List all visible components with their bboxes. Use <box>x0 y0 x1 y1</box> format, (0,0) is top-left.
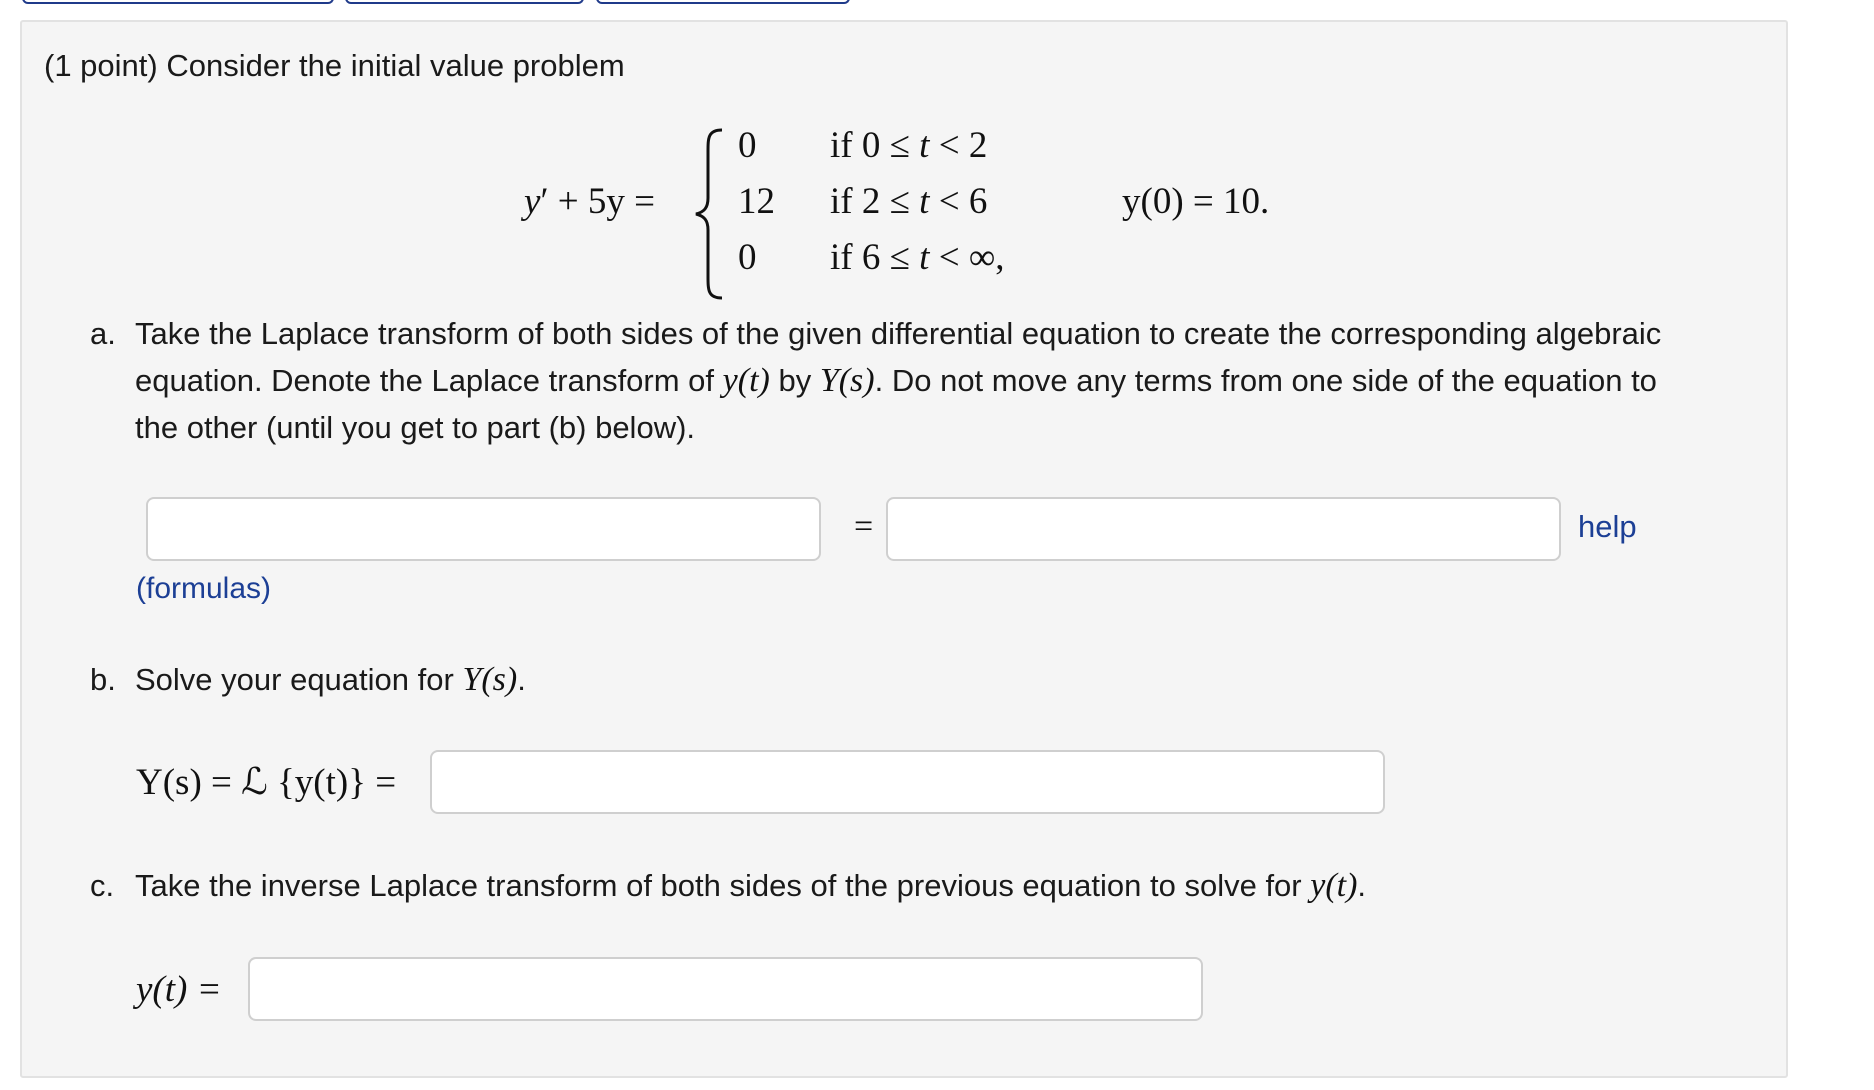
part-b-input[interactable] <box>430 750 1385 814</box>
top-tab-1[interactable] <box>22 0 334 4</box>
case-value: 0 <box>738 237 757 278</box>
part-b-label: Y(s) = ℒ {y(t)} = <box>136 762 397 803</box>
part-a-text-line-3: the other (until you get to part (b) below). <box>135 410 696 445</box>
part-c-marker: c. <box>90 868 115 903</box>
case-condition: if 0 ≤ t < 2 <box>830 125 988 166</box>
y-of-t: y(t) <box>1310 867 1358 904</box>
top-tab-3[interactable] <box>596 0 850 4</box>
part-c-text: Take the inverse Laplace transform of both sides of the previous equation to solve for y(t). <box>135 867 1367 904</box>
part-b-text: Solve your equation for Y(s). <box>135 661 526 698</box>
lhs-rest: + 5y = <box>548 181 656 222</box>
problem-intro: (1 point) Consider the initial value problem <box>44 48 625 83</box>
lhs-y: y <box>524 181 541 222</box>
help-link[interactable]: help <box>1578 509 1637 544</box>
case-value: 0 <box>738 125 757 166</box>
equals-sign: = <box>854 508 874 545</box>
part-c-label: y(t) = <box>136 969 222 1010</box>
lhs-prime: ′ <box>540 181 549 222</box>
equation-lhs <box>524 180 655 223</box>
part-b-marker: b. <box>90 662 116 697</box>
part-a-marker: a. <box>90 316 116 351</box>
formulas-link[interactable]: (formulas) <box>136 572 272 605</box>
part-a-right-input[interactable] <box>886 497 1561 561</box>
y-of-t: y(t) <box>722 362 770 399</box>
case-condition: if 2 ≤ t < 6 <box>830 181 988 222</box>
problem-panel <box>20 20 1788 1078</box>
part-a-text-line-2: equation. Denote the Laplace transform of y(t) by Y(s). Do not move any terms from one side of the equation to <box>135 362 1657 399</box>
Y-of-s: Y(s) <box>819 362 875 399</box>
initial-condition: y(0) = 10. <box>1122 181 1270 222</box>
top-tab-2[interactable] <box>345 0 584 4</box>
case-condition: if 6 ≤ t < ∞, <box>830 237 1005 278</box>
Y-of-s: Y(s) <box>462 661 518 698</box>
case-value: 12 <box>738 181 775 222</box>
part-c-input[interactable] <box>248 957 1203 1021</box>
part-a-left-input[interactable] <box>146 497 821 561</box>
left-brace-icon <box>692 126 728 302</box>
part-a-text-line-1: Take the Laplace transform of both sides of the given differential equation to create the corresponding algebraic <box>135 316 1662 351</box>
